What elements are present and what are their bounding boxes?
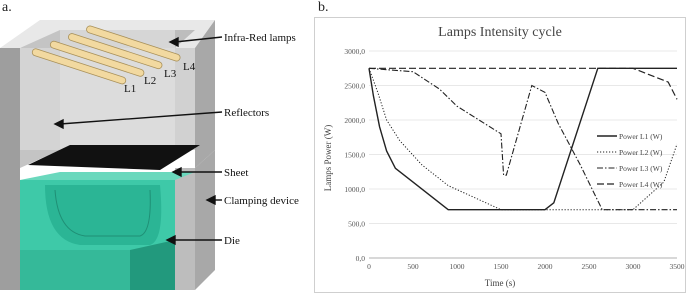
x-tick-label: 1000 (449, 262, 465, 271)
y-axis-label: Lamps Power (W) (323, 124, 333, 192)
lamps-intensity-chart (315, 18, 685, 292)
y-tick-label: 1500,0 (344, 150, 365, 160)
panel-label-a: a. (2, 0, 12, 15)
lamp-label-l1: L1 (124, 83, 137, 95)
x-tick-label: 2000 (537, 262, 553, 271)
chart-panel (314, 17, 686, 293)
reflector-left-front (0, 48, 20, 168)
x-tick-label: 3000 (625, 262, 641, 271)
y-tick-label: 500,0 (348, 219, 365, 229)
legend-entry: Power L3 (W) (619, 164, 663, 173)
forming-setup-diagram (0, 0, 312, 296)
legend-entry: Power L4 (W) (619, 180, 663, 189)
lamp-label-l4: L4 (183, 61, 196, 73)
y-tick-label: 2500,0 (344, 81, 365, 91)
legend-entry: Power L1 (W) (619, 132, 663, 141)
y-tick-label: 2000,0 (344, 116, 365, 125)
annotation-sheet: Sheet (224, 167, 249, 179)
clamping-left-front (0, 168, 20, 290)
annotation-lamps: Infra-Red lamps (224, 32, 296, 44)
x-tick-label: 2500 (581, 262, 597, 271)
chart-title: Lamps Intensity cycle (438, 25, 562, 40)
x-tick-label: 1500 (493, 262, 509, 271)
lamp-label-l2: L2 (144, 75, 157, 87)
x-tick-label: 3500 (669, 262, 685, 271)
clamping-right-wall (195, 150, 215, 290)
die (20, 172, 195, 290)
legend-entry: Power L2 (W) (619, 148, 663, 157)
x-tick-label: 0 (367, 262, 371, 271)
clamping-right-front (175, 168, 195, 290)
x-axis-label: Time (s) (484, 278, 516, 288)
lamp-label-l3: L3 (164, 68, 177, 80)
y-tick-label: 1000,0 (344, 185, 365, 194)
y-tick-label: 0,0 (355, 254, 365, 263)
x-tick-label: 500 (407, 262, 419, 271)
y-tick-label: 3000,0 (344, 47, 365, 56)
annotation-die: Die (224, 235, 240, 247)
annotation-clamping-device: Clamping device (224, 195, 299, 207)
panel-label-b: b. (318, 0, 329, 15)
annotation-reflectors: Reflectors (224, 107, 270, 119)
